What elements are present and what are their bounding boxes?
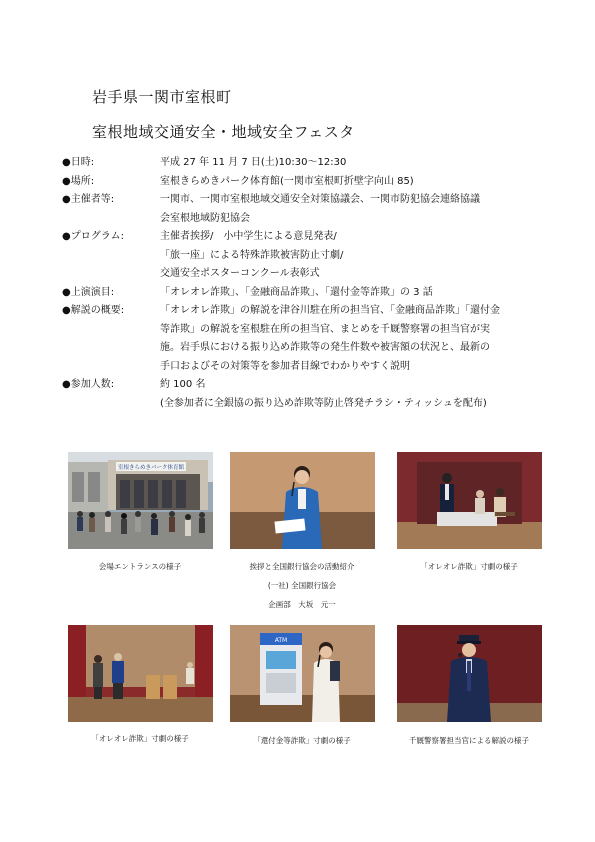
- info-row-attendance: [62, 376, 582, 413]
- info-value: 室根きらめきパーク体育館(一関市室根町折壁字向山 85): [160, 175, 414, 187]
- info-value: 「オレオレ詐欺」の解説を津谷川駐在所の担当官、「金融商品詐欺」「還付金 等詐欺」の解説を室根駐在所の担当官、まとめを千厩警察署の担当官が実 施。岩手県における振り込め詐欺等の発生件数や被害額の状況と、最新の 手口およびその対策等を参加者目線でわかりやすく説明: [160, 305, 500, 372]
- info-row-summary: [62, 302, 582, 376]
- caption-ore-ore-skit-1: 「オレオレ詐欺」寸劇の様子: [420, 562, 518, 571]
- photo-speaker-greeting: [230, 452, 375, 549]
- caption-refund-skit: 「還付金等詐欺」寸劇の様子: [253, 736, 351, 745]
- photo-refund-skit: [230, 625, 375, 722]
- photo-venue-entrance: [68, 452, 213, 549]
- photo-ore-ore-skit-2: [68, 625, 213, 722]
- caption-ore-ore-skit-2: 「オレオレ詐欺」寸劇の様子: [91, 734, 189, 743]
- caption-police-explanation: 千厩警察署担当官による解説の様子: [409, 736, 529, 745]
- info-row-organizers: [62, 191, 582, 228]
- caption-speaker-1: 挨拶と全国銀行協会の活動紹介: [249, 562, 355, 571]
- photo-ore-ore-skit-1: [397, 452, 542, 549]
- info-label: ●日時:: [62, 157, 95, 168]
- info-label: ●場所:: [62, 175, 95, 187]
- info-row-plays: [62, 284, 582, 303]
- info-value: 平成 27 年 11 月 7 日(土)10:30〜12:30: [160, 157, 347, 168]
- caption-speaker-2: (一社) 全国銀行協会: [267, 581, 337, 590]
- event-info: [62, 154, 582, 413]
- info-row-date: [62, 154, 582, 173]
- info-label: ●上演演目:: [62, 286, 115, 298]
- info-label: ●プログラム:: [62, 231, 124, 242]
- info-value: 約 100 名 (全参加者に全銀協の振り込め詐欺等防止啓発チラシ・ティッシュを配布): [160, 379, 487, 409]
- info-label: ●参加人数:: [62, 379, 115, 390]
- document-title-line1: 岩手県一関市室根町: [92, 88, 232, 106]
- info-label: ●解説の概要:: [62, 305, 125, 316]
- document-title-line2: 室根地域交通安全・地域安全フェスタ: [92, 123, 355, 141]
- info-row-program: [62, 228, 582, 284]
- info-row-venue: [62, 173, 582, 192]
- info-value: 「オレオレ詐欺」、「金融商品詐欺」、「還付金等詐欺」の 3 話: [160, 286, 433, 298]
- atm-sign-text: ATM: [274, 637, 288, 644]
- info-value: 一関市、一関市室根地域交通安全対策協議会、一関市防犯協会連絡協議 会室根地域防犯協会: [160, 194, 480, 224]
- entrance-sign-text: 室根きらめきパーク体育館: [117, 465, 185, 471]
- caption-venue-entrance: 会場エントランスの様子: [98, 562, 182, 571]
- info-value: 主催者挨拶/ 小中学生による意見発表/ 「旅一座」による特殊詐欺被害防止寸劇/ 交通安全ポスターコンクール表彰式: [160, 231, 344, 279]
- info-label: ●主催者等:: [62, 194, 115, 205]
- caption-speaker-3: 企画部 大坂 元一: [268, 600, 336, 609]
- photo-police-officer: [397, 625, 542, 722]
